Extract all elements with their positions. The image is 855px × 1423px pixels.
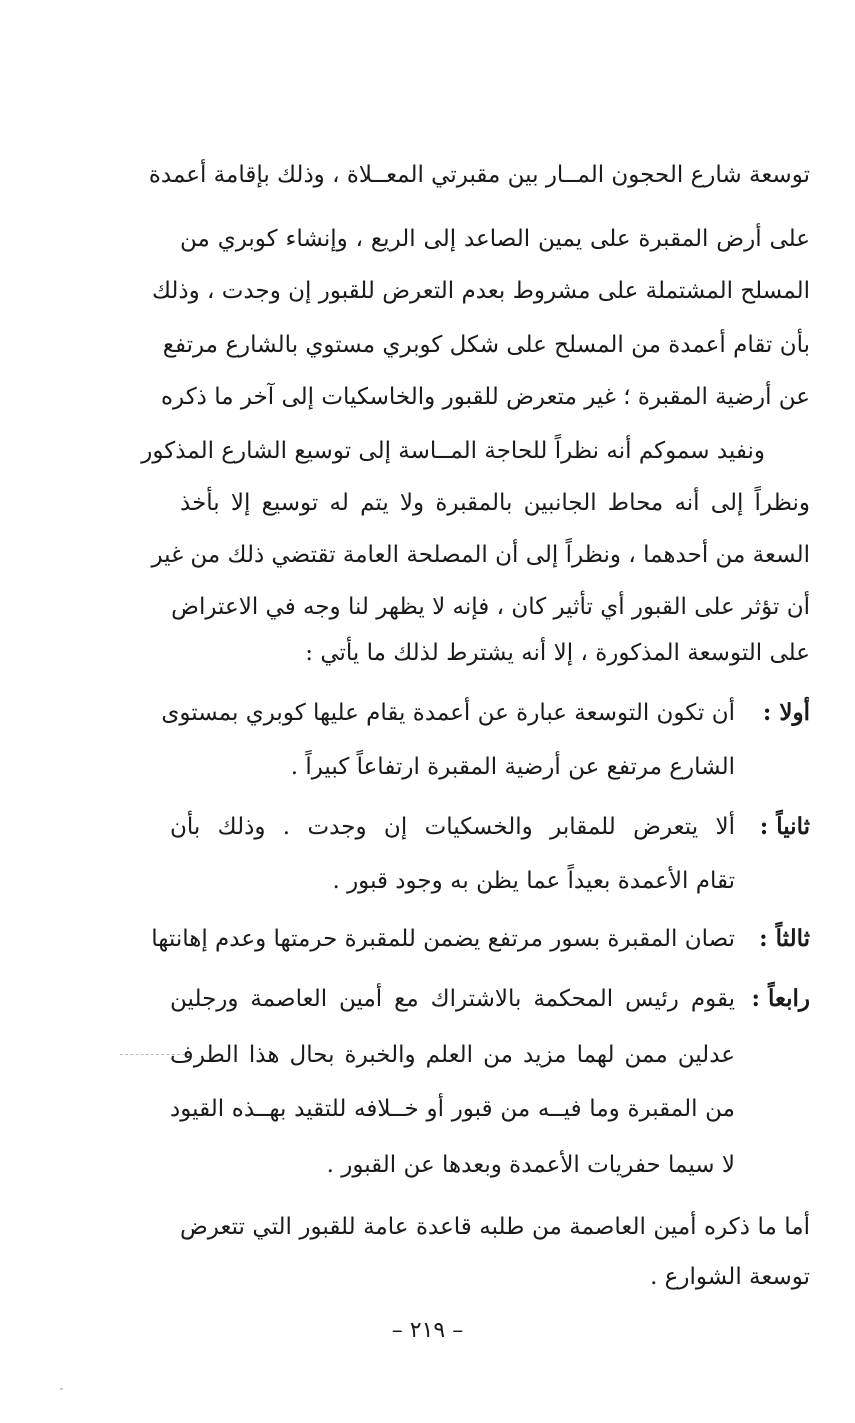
paragraph-1-line-2: على أرض المقبرة على يمين الصاعد إلى الريع ، وإنشاء كوبري من xyxy=(180,226,810,252)
item-2-label: ثانياً : xyxy=(759,813,810,840)
item-3-label: ثالثاً : xyxy=(759,925,810,952)
item-1-label: أولا : xyxy=(762,699,810,726)
paragraph-1-line-3: المسلح المشتملة على مشروط بعدم التعرض للقبور إن وجدت ، وذلك xyxy=(151,278,810,304)
paragraph-2-line-4: أن تؤثر على القبور أي تأثير كان ، فإنه لا يظهر لنا وجه في الاعتراض xyxy=(171,594,810,620)
item-1-line-2: الشارع مرتفع عن أرضية المقبرة ارتفاعاً كبيراً . xyxy=(290,754,735,780)
item-4-line-3: من المقبرة وما فيــه من قبور أو خــلافه للتقيد بهــذه القيود xyxy=(170,1096,735,1122)
paragraph-3-line-2: توسعة الشوارع . xyxy=(650,1264,810,1290)
item-4-line-2: عدلين ممن لهما مزيد من العلم والخبرة بحال هذا الطرف xyxy=(170,1042,735,1068)
paragraph-2-line-5: على التوسعة المذكورة ، إلا أنه يشترط لذلك ما يأتي : xyxy=(305,640,810,666)
page-number: – ٢١٩ – xyxy=(391,1318,464,1343)
paragraph-1-line-1: توسعة شارع الحجون المــار بين مقبرتي المعــلاة ، وذلك بإقامة أعمدة xyxy=(148,162,810,188)
paragraph-2-line-3: السعة من أحدهما ، ونظراً إلى أن المصلحة العامة تقتضي ذلك من غير xyxy=(151,542,810,568)
item-4-line-4: لا سيما حفريات الأعمدة وبعدها عن القبور . xyxy=(326,1152,735,1178)
item-2-line-1: ألا يتعرض للمقابر والخسكيات إن وجدت . وذلك بأن xyxy=(170,814,735,840)
scan-speck xyxy=(60,1388,63,1390)
paragraph-3-line-1: أما ما ذكره أمين العاصمة من طلبه قاعدة عامة للقبور التي تتعرض xyxy=(180,1214,810,1240)
item-4-label: رابعاً : xyxy=(751,985,810,1012)
margin-mark xyxy=(120,1054,190,1055)
item-1-line-1: أن تكون التوسعة عبارة عن أعمدة يقام عليها كوبري بمستوى xyxy=(161,700,735,726)
paragraph-2-line-1: ونفيد سموكم أنه نظراً للحاجة المــاسة إلى توسيع الشارع المذكور xyxy=(141,438,765,464)
paragraph-2-line-2: ونظراً إلى أنه محاط الجانبين بالمقبرة ولا يتم له توسيع إلا بأخذ xyxy=(180,490,810,516)
item-2-line-2: تقام الأعمدة بعيداً عما يظن به وجود قبور . xyxy=(332,868,735,894)
paragraph-1-line-4: بأن تقام أعمدة من المسلح على شكل كوبري مستوي بالشارع مرتفع xyxy=(162,332,810,358)
paragraph-1-line-5: عن أرضية المقبرة ؛ غير متعرض للقبور والخاسكيات إلى آخر ما ذكره xyxy=(160,384,810,410)
item-3-line-1: تصان المقبرة بسور مرتفع يضمن للمقبرة حرمتها وعدم إهانتها xyxy=(151,926,735,952)
item-4-line-1: يقوم رئيس المحكمة بالاشتراك مع أمين العاصمة ورجلين xyxy=(170,986,735,1012)
